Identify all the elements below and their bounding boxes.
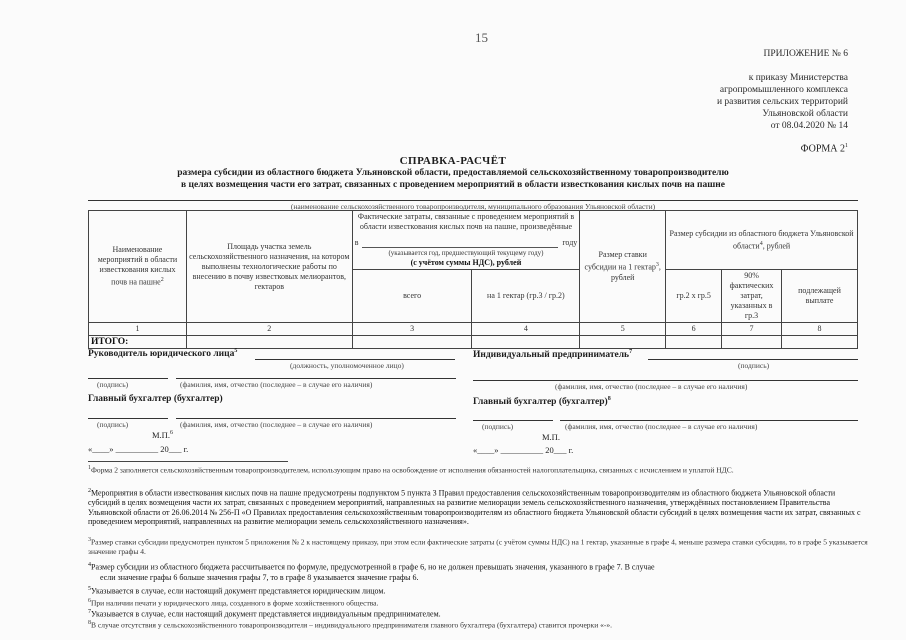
header-payable: подлежащей выплате xyxy=(782,270,858,323)
footnote-8: $^8$В случае отсутствия у сельскохозяйственного товаропроизводителя – индивидуального предпринимателя главного бухгалтера (бухгалтера) ставится прочерки «-». xyxy=(88,620,612,630)
signature-line xyxy=(473,420,553,421)
total-row-label: ИТОГО: xyxy=(89,336,187,349)
document-title: СПРАВКА-РАСЧЁТ xyxy=(399,155,507,167)
name-line xyxy=(176,418,456,419)
document-subtitle: размера субсидии из областного бюджета Ульяновской области, предоставляемой сельскохозяйственному товаропроизводителю xyxy=(177,168,729,178)
appendix-date: от 08.04.2020 № 14 xyxy=(770,121,848,131)
appendix-title: ПРИЛОЖЕНИЕ № 6 xyxy=(763,49,848,59)
name-caption: (фамилия, имя, отчество (последнее – в случае его наличия) xyxy=(180,380,373,389)
header-subsidy: Размер субсидии из областного бюджета Ульяновской области$^4$, рублей xyxy=(666,211,858,270)
signature-caption: (подпись) xyxy=(97,420,129,429)
accountant-label-right: Главный бухгалтер (бухгалтер)$^8$ xyxy=(473,396,611,408)
seal-placeholder-right: М.П. xyxy=(542,432,560,442)
header-actual-costs: Фактические затраты, связанные с проведением мероприятий в области известкования кислых почв на пашне, произведённые в году (указывается год, предшествующий текущему году) (с учётом суммы НДС), рублей xyxy=(352,211,580,270)
column-number: 2 xyxy=(186,323,352,336)
footnote-1: $^1$Форма 2 заполняется сельскохозяйственным товаропроизводителем, использующим право на освобождение от исполнения обязанностей налогоплательщика, связанных с исчислением и уплатой НДС. xyxy=(88,465,734,475)
column-number: 4 xyxy=(472,323,580,336)
ip-name-line xyxy=(473,380,858,381)
head-position-line xyxy=(255,359,455,360)
total-cell xyxy=(352,336,472,349)
name-caption: (фамилия, имя, отчество (последнее – в случае его наличия) xyxy=(565,422,758,431)
signature-line xyxy=(88,378,168,379)
ip-signature-line xyxy=(648,359,858,360)
date-placeholder: «____» __________ 20___ г. xyxy=(88,444,189,454)
signature-caption: (подпись) xyxy=(482,422,514,431)
calculation-table xyxy=(88,210,858,349)
appendix-line: агропромышленного комплекса xyxy=(719,85,848,95)
page-number: 15 xyxy=(475,30,488,45)
signature-line xyxy=(88,418,168,419)
column-number: 6 xyxy=(666,323,722,336)
column-number: 1 xyxy=(89,323,187,336)
header-ninety-percent: 90% фактических затрат, указанных в гр.3 xyxy=(722,270,782,323)
total-cell xyxy=(580,336,666,349)
form-label: ФОРМА $2^1$ xyxy=(800,143,848,155)
ip-signature-caption: (подпись) xyxy=(738,361,770,370)
total-cell xyxy=(722,336,782,349)
total-cell xyxy=(782,336,858,349)
org-name-caption: (наименование сельскохозяйственного товаропроизводителя, муниципального образования Ульяновской области) xyxy=(88,200,858,211)
seal-placeholder: М.П.$^6$ xyxy=(152,430,173,440)
ip-label: Индивидуальный предприниматель$^7$ xyxy=(473,349,633,361)
appendix-line: Ульяновской области xyxy=(762,109,848,119)
head-label: Руководитель юридического лица$^5$ xyxy=(88,348,238,360)
footnote-7: $^7$Указывается в случае, если настоящий документ представляется индивидуальным предпринимателем. xyxy=(88,609,441,619)
column-number: 8 xyxy=(782,323,858,336)
footnote-2: $^2$Мероприятия в области известкования кислых почв на пашне предусмотрены подпунктом 5 пункта 3 Правил предоставления сельскохозяйственным товаропроизводителям из областного бюджета Ульяновской области субсидий в целях возмещения части их затрат, связанных с проведением мероприятий, направленных на развитие мелиорации земель сельскохозяйственного назначения, утверждённых постановлением Правительства Ульяновской области от 26.06.2014 № 256-П «О Правилах предоставления сельскохозяйственным товаропроизводителям из областного бюджета Ульяновской области субсидий в целях возмещения части их затрат, связанных с проведением мероприятий, направленных на развитие мелиорации земель сельскохозяйственного назначения». xyxy=(88,488,861,527)
footnote-3: $^3$Размер ставки субсидии предусмотрен пунктом 5 приложения № 2 к настоящему приказу, при этом если фактические затраты (с учётом суммы НДС) на 1 гектар, указанные в графе 4, меньше размера ставки субсидии, то в графе 5 указывается значение графы 4. xyxy=(88,537,868,556)
name-caption: (фамилия, имя, отчество (последнее – в случае его наличия) xyxy=(180,420,373,429)
footnote-6: $^6$При наличии печати у юридического лица, созданного в форме хозяйственного общества. xyxy=(88,598,379,608)
date-placeholder-right: «____» __________ 20___ г. xyxy=(473,445,574,455)
column-number: 5 xyxy=(580,323,666,336)
appendix-line: и развития сельских территорий xyxy=(716,97,848,107)
accountant-label: Главный бухгалтер (бухгалтер) xyxy=(88,394,223,404)
name-line xyxy=(176,378,456,379)
column-number: 3 xyxy=(352,323,472,336)
total-cell xyxy=(186,336,352,349)
footnote-5: $^5$Указывается в случае, если настоящий документ представляется юридическим лицом. xyxy=(88,586,386,596)
name-line xyxy=(560,420,858,421)
header-activity: Наименование мероприятий в области известкования кислых почв на пашне$^2$ xyxy=(89,211,187,323)
footnote-4: $^4$Размер субсидии из областного бюджета рассчитывается по формуле, предусмотренной в графе 6, но не должен превышать значения, указанного в графе 7. В случае xyxy=(88,562,655,572)
header-formula: гр.2 х гр.5 xyxy=(666,270,722,323)
ip-name-caption: (фамилия, имя, отчество (последнее – в случае его наличия) xyxy=(555,382,748,391)
header-area: Площадь участка земель сельскохозяйственного назначения, на котором выполнены технологические работы по внесению в почву известковых мелиорантов, гектаров xyxy=(186,211,352,323)
total-cell xyxy=(472,336,580,349)
column-number: 7 xyxy=(722,323,782,336)
header-per-hectare: на 1 гектар (гр.3 / гр.2) xyxy=(472,270,580,323)
head-position-caption: (должность, уполномоченное лицо) xyxy=(290,361,404,370)
total-cell xyxy=(666,336,722,349)
footnote-4-cont: если значение графы 6 больше значения графы 7, то в графе 8 указывается значение графы 6. xyxy=(100,573,419,582)
signature-caption: (подпись) xyxy=(97,380,129,389)
appendix-line: к приказу Министерства xyxy=(748,73,848,83)
document-subtitle: в целях возмещения части его затрат, связанных с проведением мероприятий в области известкования кислых почв на пашне xyxy=(181,180,725,190)
header-rate: Размер ставки субсидии на 1 гектар$^3$, рублей xyxy=(580,211,666,323)
footnote-separator xyxy=(88,461,288,462)
header-total: всего xyxy=(352,270,472,323)
